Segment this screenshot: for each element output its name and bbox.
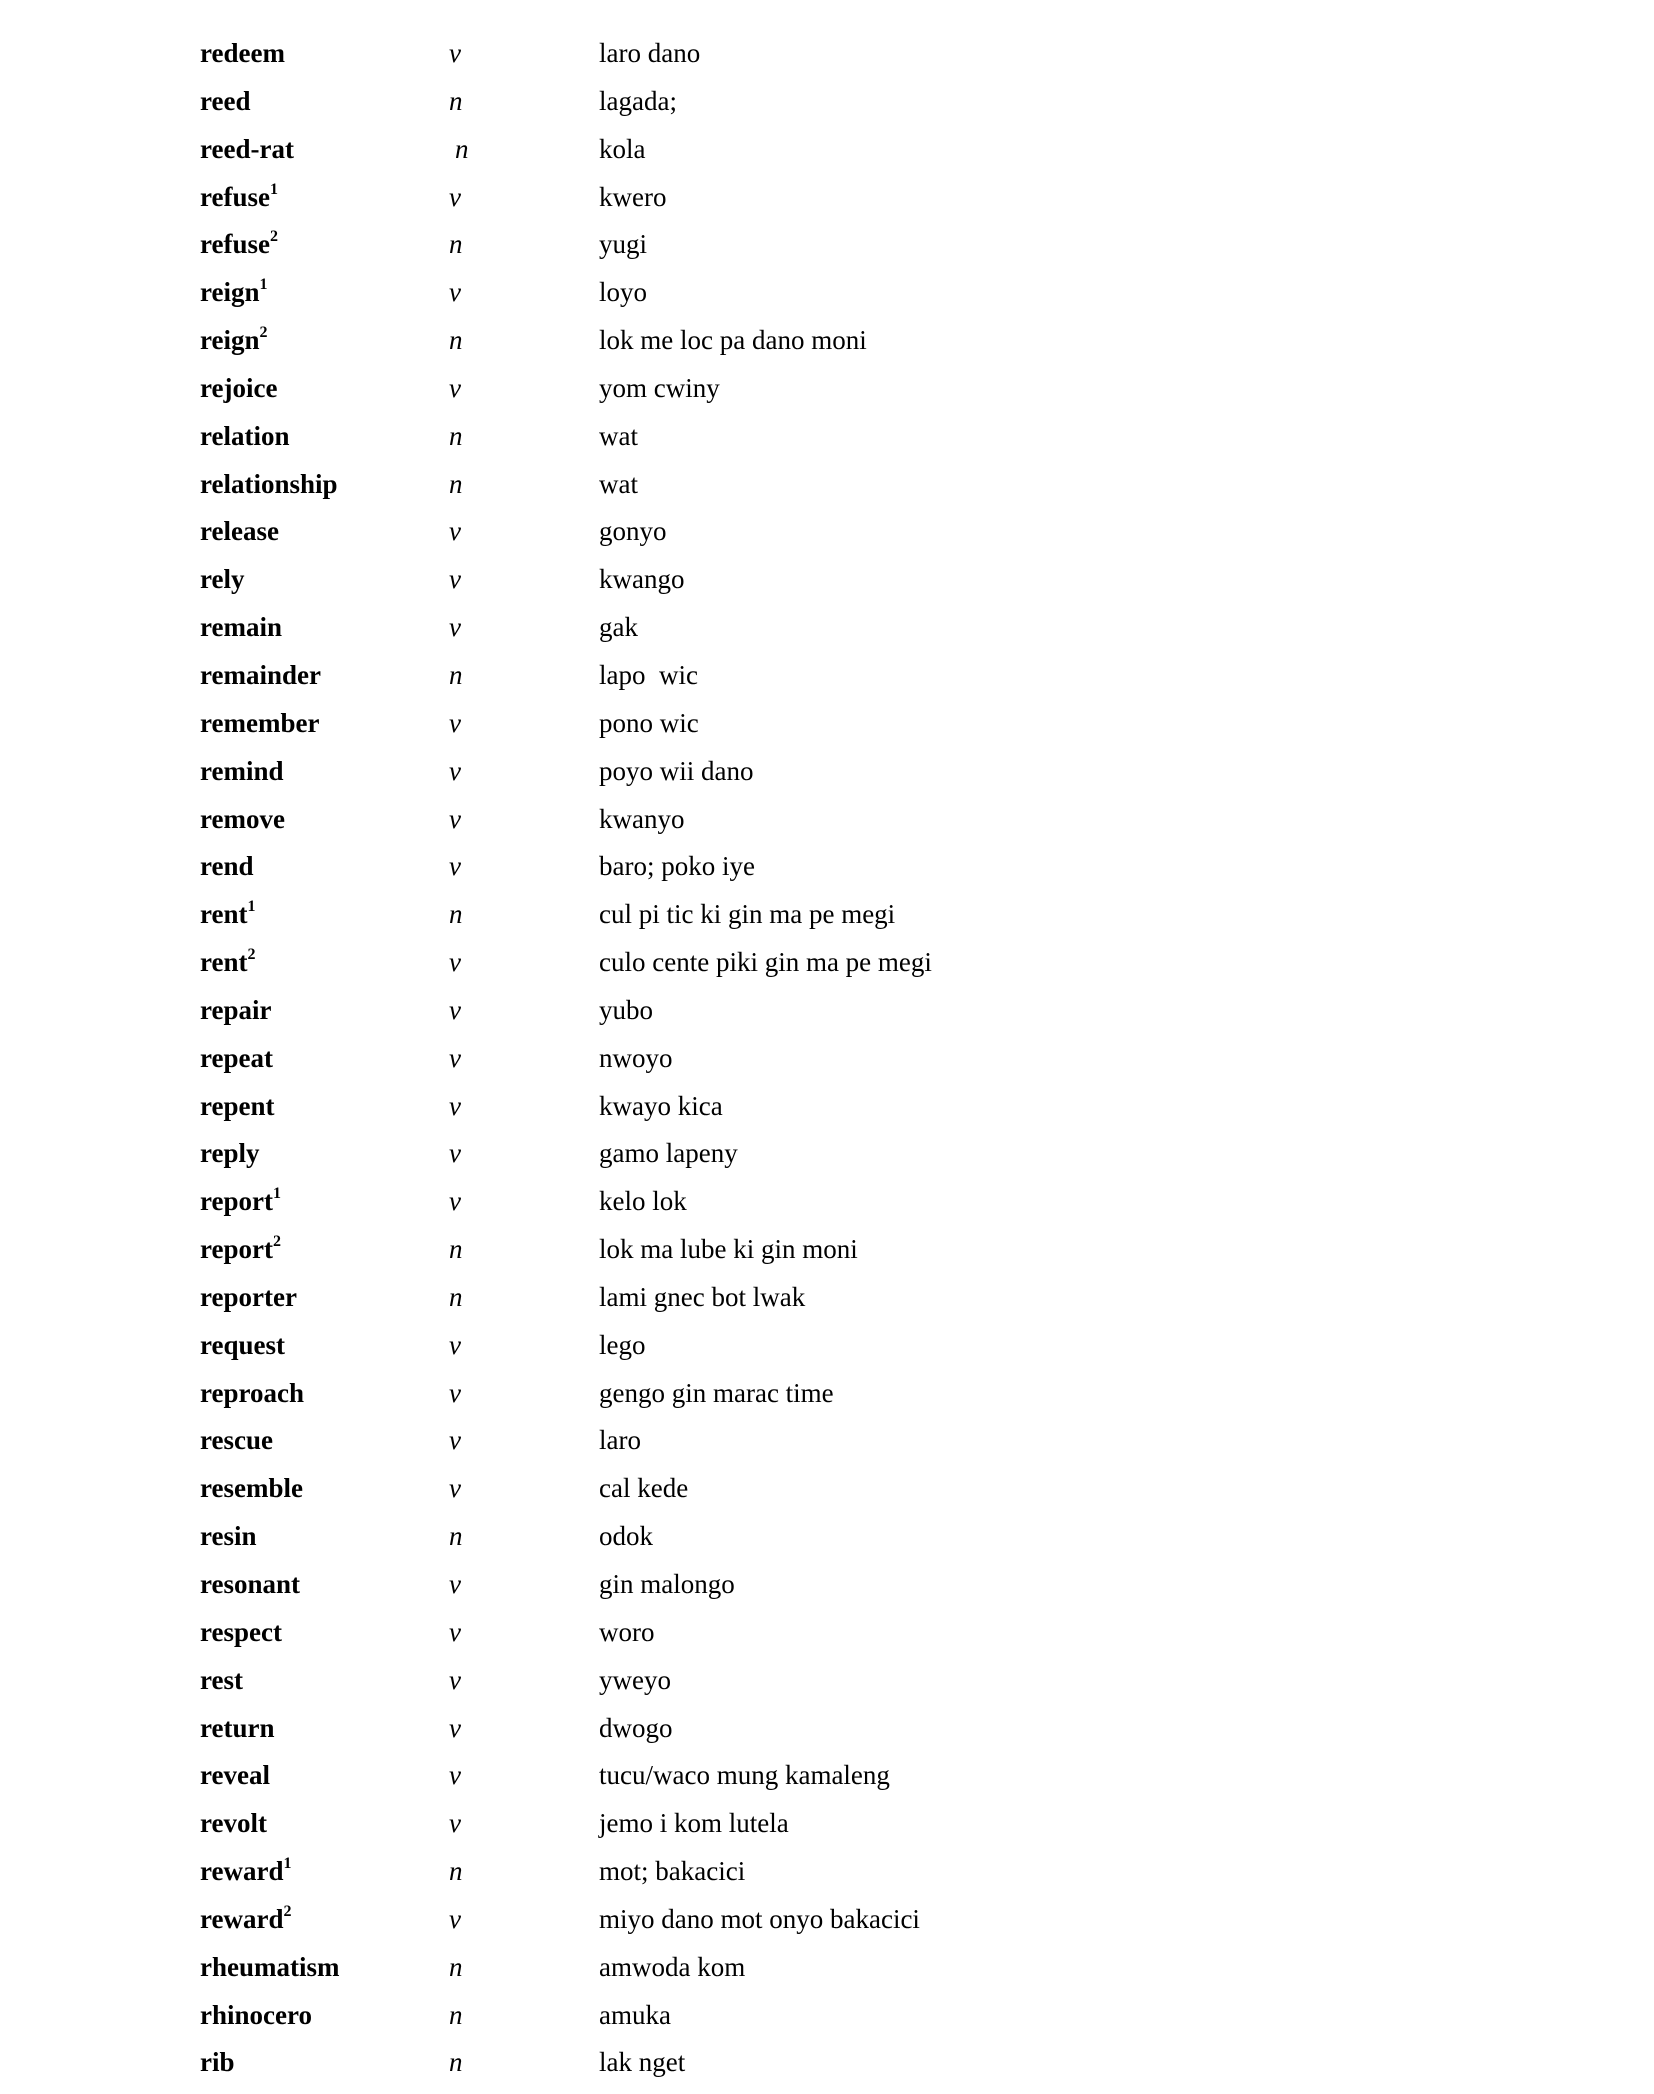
dictionary-entry xyxy=(0,1704,1654,1752)
dictionary-entry xyxy=(0,795,1654,843)
gloss: lami gnec bot lwak xyxy=(599,1281,806,1312)
headword-text: rely xyxy=(200,564,245,595)
part-of-speech: v xyxy=(449,1186,461,1217)
part-of-speech: v xyxy=(449,1090,461,1121)
gloss: woro xyxy=(599,1616,655,1647)
gloss: dwogo xyxy=(599,1712,673,1743)
part-of-speech: v xyxy=(449,1569,461,1599)
headword xyxy=(200,795,285,843)
headword-text: rent xyxy=(200,899,248,930)
headword-text: reign xyxy=(200,325,260,356)
dictionary-entry xyxy=(0,412,1654,460)
dictionary-entry xyxy=(0,890,1654,938)
part-of-speech: n xyxy=(449,325,463,356)
headword xyxy=(200,173,278,221)
homonym-number: 1 xyxy=(247,898,256,916)
dictionary-entry xyxy=(0,1369,1654,1417)
gloss: yweyo xyxy=(599,1664,671,1695)
headword-text: redeem xyxy=(200,38,285,68)
gloss: poyo wii dano xyxy=(599,755,754,786)
dictionary-entry xyxy=(0,1943,1654,1991)
headword-text: rend xyxy=(200,851,254,882)
part-of-speech: v xyxy=(449,755,461,786)
headword xyxy=(200,220,278,268)
homonym-number: 2 xyxy=(283,1902,292,1920)
part-of-speech: v xyxy=(449,1138,461,1169)
dictionary-entry xyxy=(0,651,1654,699)
headword-text: reward xyxy=(200,1903,284,1934)
headword-text: rejoice xyxy=(200,372,278,403)
gloss: wat xyxy=(599,468,638,499)
headword-text: reply xyxy=(200,1138,260,1169)
dictionary-entry xyxy=(0,699,1654,747)
headword xyxy=(200,603,282,651)
gloss: kwayo kica xyxy=(599,1090,723,1121)
gloss: amuka xyxy=(599,1999,671,2030)
headword-text: rest xyxy=(200,1664,243,1695)
gloss: odok xyxy=(599,1521,653,1552)
headword-text: remove xyxy=(200,803,285,834)
headword xyxy=(200,460,338,508)
part-of-speech: n xyxy=(449,1234,463,1265)
part-of-speech: v xyxy=(449,1903,461,1934)
part-of-speech: v xyxy=(449,1664,461,1695)
headword xyxy=(200,1751,270,1799)
gloss: cal kede xyxy=(599,1473,689,1504)
homonym-number: 1 xyxy=(272,1185,281,1203)
dictionary-entry xyxy=(0,460,1654,508)
headword xyxy=(200,1799,267,1847)
part-of-speech: v xyxy=(449,277,461,308)
headword-text: reed xyxy=(200,85,251,116)
gloss: lok ma lube ki gin moni xyxy=(599,1234,858,1265)
gloss: gamo lapeny xyxy=(599,1138,738,1169)
part-of-speech: n xyxy=(449,229,463,260)
headword-text: reward xyxy=(200,1856,284,1887)
headword xyxy=(200,1416,273,1464)
dictionary-entry xyxy=(0,938,1654,986)
part-of-speech: v xyxy=(449,1808,461,1839)
gloss: mot; bakacici xyxy=(599,1856,746,1887)
gloss: kwero xyxy=(599,181,667,212)
gloss: loyo xyxy=(599,277,648,308)
headword xyxy=(200,1177,281,1225)
gloss: gak xyxy=(599,612,638,643)
headword-text: remain xyxy=(200,612,282,643)
gloss: kwanyo xyxy=(599,803,685,834)
headword-text: resemble xyxy=(200,1473,303,1504)
headword xyxy=(200,842,254,890)
part-of-speech: n xyxy=(449,899,463,930)
part-of-speech: v xyxy=(449,1425,461,1456)
headword xyxy=(200,1082,275,1130)
dictionary-entry xyxy=(0,1895,1654,1943)
headword xyxy=(200,1608,282,1656)
headword-text: repair xyxy=(200,994,272,1025)
part-of-speech: v xyxy=(449,516,461,547)
headword xyxy=(200,890,256,938)
dictionary-entry xyxy=(0,1464,1654,1512)
part-of-speech: n xyxy=(455,133,469,164)
dictionary-entry xyxy=(0,842,1654,890)
headword xyxy=(200,1225,281,1273)
headword xyxy=(200,1704,275,1752)
headword-text: return xyxy=(200,1712,275,1743)
headword xyxy=(200,2038,235,2086)
homonym-number: 1 xyxy=(259,276,268,294)
part-of-speech: v xyxy=(449,612,461,643)
headword-text: rescue xyxy=(200,1425,273,1456)
headword xyxy=(200,1321,285,1369)
headword-text: remind xyxy=(200,755,284,786)
gloss: baro; poko iye xyxy=(599,851,755,882)
headword-text: request xyxy=(200,1329,285,1360)
part-of-speech: v xyxy=(449,38,461,68)
gloss: laro xyxy=(599,1425,641,1456)
dictionary-entry xyxy=(0,747,1654,795)
dictionary-entry xyxy=(0,1082,1654,1130)
dictionary-entry xyxy=(0,986,1654,1034)
headword-text: resin xyxy=(200,1521,257,1552)
headword xyxy=(200,1656,243,1704)
gloss: yom cwiny xyxy=(599,372,720,403)
gloss: lego xyxy=(599,1329,646,1360)
headword xyxy=(200,651,321,699)
dictionary-entry xyxy=(0,173,1654,221)
dictionary-entry-list xyxy=(0,29,1654,2086)
dictionary-entry xyxy=(0,603,1654,651)
dictionary-entry xyxy=(0,1177,1654,1225)
gloss: lok me loc pa dano moni xyxy=(599,325,867,356)
gloss: lagada; xyxy=(599,85,677,116)
gloss: kwango xyxy=(599,564,685,595)
dictionary-entry xyxy=(0,77,1654,125)
gloss: amwoda kom xyxy=(599,1951,746,1982)
part-of-speech: n xyxy=(449,1521,463,1552)
headword-text: report xyxy=(200,1234,273,1265)
homonym-number: 2 xyxy=(272,1233,281,1251)
gloss: yugi xyxy=(599,229,648,260)
headword-text: refuse xyxy=(200,181,270,212)
headword xyxy=(200,1369,304,1417)
dictionary-entry xyxy=(0,1560,1654,1608)
headword-text: reproach xyxy=(200,1377,304,1408)
headword xyxy=(200,1034,273,1082)
homonym-number: 1 xyxy=(269,180,278,198)
dictionary-entry xyxy=(0,125,1654,173)
headword-text: rheumatism xyxy=(200,1951,340,1982)
headword-text: relationship xyxy=(200,468,338,499)
part-of-speech: v xyxy=(449,803,461,834)
gloss: gin malongo xyxy=(599,1569,735,1599)
headword xyxy=(200,986,271,1034)
headword xyxy=(200,412,290,460)
headword xyxy=(200,747,284,795)
homonym-number: 2 xyxy=(247,946,256,964)
gloss: jemo i kom lutela xyxy=(599,1808,789,1839)
gloss: laro dano xyxy=(599,38,701,68)
headword xyxy=(200,1464,303,1512)
part-of-speech: n xyxy=(449,1999,463,2030)
gloss: yubo xyxy=(599,994,653,1025)
part-of-speech: n xyxy=(449,85,463,116)
headword xyxy=(200,938,256,986)
dictionary-entry xyxy=(0,1273,1654,1321)
headword-text: report xyxy=(200,1186,273,1217)
headword xyxy=(200,364,277,412)
headword-text: relation xyxy=(200,420,290,451)
homonym-number: 2 xyxy=(269,228,278,246)
dictionary-entry xyxy=(0,316,1654,364)
headword-text: respect xyxy=(200,1616,282,1647)
gloss: lak nget xyxy=(599,2047,686,2078)
part-of-speech: v xyxy=(449,1377,461,1408)
headword xyxy=(200,1129,260,1177)
dictionary-entry xyxy=(0,1512,1654,1560)
part-of-speech: n xyxy=(449,1281,463,1312)
part-of-speech: n xyxy=(449,468,463,499)
headword xyxy=(200,1847,291,1895)
gloss: cul pi tic ki gin ma pe megi xyxy=(599,899,896,930)
headword-text: reed-rat xyxy=(200,133,294,164)
dictionary-entry xyxy=(0,1034,1654,1082)
headword xyxy=(200,125,294,173)
dictionary-entry xyxy=(0,1608,1654,1656)
headword xyxy=(200,1895,291,1943)
dictionary-entry xyxy=(0,1751,1654,1799)
gloss: tucu/waco mung kamaleng xyxy=(599,1760,890,1791)
headword xyxy=(200,316,268,364)
gloss: wat xyxy=(599,420,638,451)
gloss: lapo wic xyxy=(599,659,698,690)
gloss: culo cente piki gin ma pe megi xyxy=(599,947,932,978)
part-of-speech: n xyxy=(449,420,463,451)
headword-text: remember xyxy=(200,707,320,738)
homonym-number: 2 xyxy=(259,324,268,342)
headword xyxy=(200,1273,297,1321)
dictionary-entry xyxy=(0,1847,1654,1895)
dictionary-entry xyxy=(0,1416,1654,1464)
part-of-speech: v xyxy=(449,181,461,212)
dictionary-entry xyxy=(0,1656,1654,1704)
dictionary-entry xyxy=(0,1225,1654,1273)
headword xyxy=(200,1991,312,2039)
gloss: nwoyo xyxy=(599,1042,673,1073)
dictionary-entry xyxy=(0,1799,1654,1847)
headword-text: repeat xyxy=(200,1042,273,1073)
dictionary-entry xyxy=(0,29,1654,77)
headword-text: release xyxy=(200,516,279,547)
part-of-speech: v xyxy=(449,1473,461,1504)
part-of-speech: v xyxy=(449,372,461,403)
headword-text: rhinocero xyxy=(200,1999,312,2030)
part-of-speech: v xyxy=(449,1329,461,1360)
gloss: gonyo xyxy=(599,516,667,547)
headword xyxy=(200,1943,339,1991)
dictionary-entry xyxy=(0,1991,1654,2039)
part-of-speech: v xyxy=(449,1712,461,1743)
headword xyxy=(200,699,319,747)
part-of-speech: v xyxy=(449,851,461,882)
dictionary-entry xyxy=(0,220,1654,268)
gloss: gengo gin marac time xyxy=(599,1377,834,1408)
headword-text: reign xyxy=(200,277,260,308)
part-of-speech: v xyxy=(449,1760,461,1791)
headword xyxy=(200,77,250,125)
headword-text: rib xyxy=(200,2047,235,2078)
part-of-speech: v xyxy=(449,994,461,1025)
part-of-speech: n xyxy=(449,659,463,690)
dictionary-entry xyxy=(0,1321,1654,1369)
gloss: kelo lok xyxy=(599,1186,687,1217)
homonym-number: 1 xyxy=(283,1855,292,1873)
headword-text: reporter xyxy=(200,1281,297,1312)
headword-text: revolt xyxy=(200,1808,267,1839)
dictionary-entry xyxy=(0,1129,1654,1177)
headword-text: reveal xyxy=(200,1760,270,1791)
headword-text: refuse xyxy=(200,229,270,260)
gloss: miyo dano mot onyo bakacici xyxy=(599,1903,920,1934)
headword-text: remainder xyxy=(200,659,321,690)
dictionary-entry xyxy=(0,364,1654,412)
part-of-speech: v xyxy=(449,1616,461,1647)
part-of-speech: v xyxy=(449,1042,461,1073)
headword xyxy=(200,1560,300,1608)
part-of-speech: n xyxy=(449,1856,463,1887)
dictionary-entry xyxy=(0,268,1654,316)
headword xyxy=(200,29,285,77)
part-of-speech: n xyxy=(449,2047,463,2078)
gloss: kola xyxy=(599,133,646,164)
part-of-speech: v xyxy=(449,947,461,978)
headword xyxy=(200,555,244,603)
part-of-speech: v xyxy=(449,564,461,595)
headword-text: resonant xyxy=(200,1569,301,1599)
dictionary-entry xyxy=(0,555,1654,603)
headword xyxy=(200,507,279,555)
headword-text: rent xyxy=(200,947,248,978)
headword xyxy=(200,1512,257,1560)
dictionary-entry xyxy=(0,2038,1654,2086)
part-of-speech: n xyxy=(449,1951,463,1982)
gloss: pono wic xyxy=(599,707,699,738)
headword-text: repent xyxy=(200,1090,275,1121)
headword xyxy=(200,268,268,316)
dictionary-entry xyxy=(0,507,1654,555)
part-of-speech: v xyxy=(449,707,461,738)
